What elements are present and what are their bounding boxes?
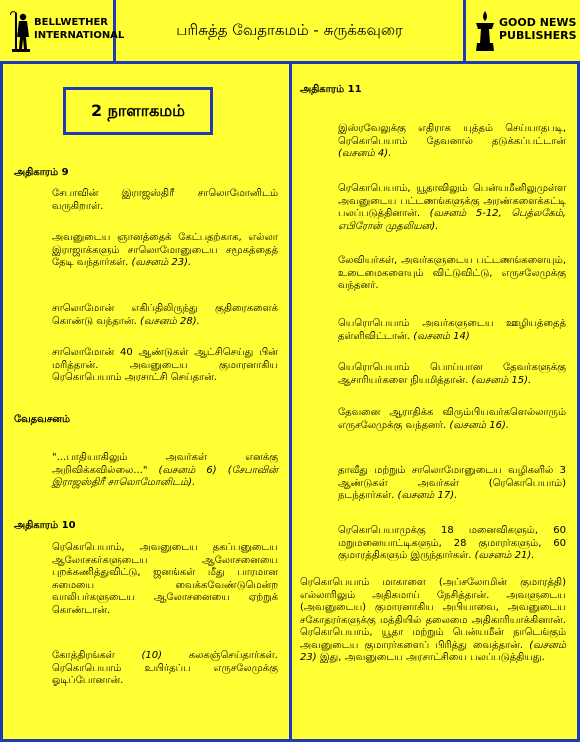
- ch11-para-8-ref: (வசனம் 21).: [474, 550, 535, 561]
- ch10-para-2-text-a: கோத்திரங்கள்: [52, 650, 115, 661]
- ch9-para-3-ref: (வசனம் 28).: [140, 315, 200, 327]
- ch9-para-2-text: அவனுடைய ஞானத்தைக் கேட்பதற்காக, எல்லா இராஜாக்களும் சாலொமோனுடைய சமூகத்தைத் தேடி வந்தார்கள்.: [52, 232, 278, 268]
- verse-quote: "...பாதியாகிலும் அவர்கள் எனக்கு அறிவிக்கவில்லை...": [52, 452, 278, 476]
- chapter-10-heading: அதிகாரம் 10: [14, 520, 76, 531]
- ch9-para-3: [52, 303, 278, 328]
- ch11-para-5-text: யெரொபெயாம் பொய்யான தேவர்களுக்கு ஆசாரியர்களை நியமித்தான்.: [338, 362, 566, 386]
- ch11-para-1: [338, 123, 566, 161]
- left-logo-line1: BELLWETHER: [34, 17, 109, 28]
- ch10-para-1: [52, 542, 278, 617]
- ch10-para-2: [52, 650, 278, 688]
- left-logo-line2: INTERNATIONAL: [34, 30, 125, 41]
- ch11-para-6-text: தேவனை ஆராதிக்க விரும்பியவர்களெல்லாரும் எருசலேமுக்கு வந்தனர்.: [338, 407, 566, 431]
- ch11-para-1-text: இஸ்ரவேலுக்கு எதிராக யுத்தம் செய்யாதபடி, ரெகொபெயாம் தேவனால் தடுக்கப்பட்டான்: [338, 123, 566, 147]
- chapter-box: 2 நாளாகமம்: [63, 87, 213, 135]
- verse-ref: (வசனம் 6) (சேபாவின் இராஜஸ்திரீ சாலொமோனிடம்).: [52, 464, 278, 488]
- column-divider: [289, 61, 292, 742]
- ch10-para-2-text-b: கலகஞ்செய்தார்கள். ரெகொபெயாம் உயிர்தப்ப எருசலேமுக்கு ஓடிப்போனான்.: [52, 650, 278, 686]
- ch9-para-4-text: சாலொமோன் 40 ஆண்டுகள் ஆட்சிசெய்து பின் மரித்தான். அவனுடைய குமாரனாகிய ரெகொபெயாம் அரசாட்சி செய்தான்.: [52, 347, 278, 383]
- good-news-logo: [463, 0, 580, 61]
- ch11-para-4-text: யெரொபெயாம் அவர்களுடைய ஊழியத்தைத் தள்ளிவிட்டான்.: [338, 318, 566, 342]
- ch11-para-1-ref: (வசனம் 4).: [338, 148, 392, 159]
- ch9-para-1-text: சேபாவின் இராஜஸ்திரீ சாலொமோனிடம் வருகிறாள்.: [52, 188, 278, 212]
- ch11-para-5: [338, 362, 566, 387]
- ch11-para-8: [338, 525, 566, 563]
- lamp-icon: [472, 9, 498, 53]
- verse-heading: வேதவசனம்: [14, 414, 71, 425]
- ch9-para-1: [52, 188, 278, 213]
- ch11-para-9-text: ரெகொபெயாம் மாகாளை (அப்சலோமின் குமாரத்தி) எல்லாரிலும் அதிகமாய் நேசித்தான். அவளுடைய (அவனுடைய) குமாரனாகிய அபியாவை, அவனுடைய சகோதரர்களுக்கு மத்தியில் தலைமை அதிகாரியாக்கினான். ரெகொபெயாம், யூதா மற்றும் பென்யமீன் நாடெங்கும் அவனுடைய குமாரர்களைப் பிரித்து வைத்தான்.: [300, 577, 566, 651]
- verse-text: [52, 452, 278, 490]
- ch11-para-3: [338, 255, 566, 293]
- ch9-para-3-text: சாலொமோன் எகிப்திலிருந்து குதிரைகளைக் கொண்டு வந்தான்.: [52, 303, 278, 327]
- shepherd-icon: [8, 9, 32, 53]
- ch11-para-6: [338, 407, 566, 432]
- ch10-para-1-text: ரெகொபெயாம், அவனுடைய தகப்பனுடைய ஆலோசகர்களுடைய ஆலோசனையை புறக்கணித்துவிட்டு, ஜனங்கள் மீது பாரமான சுமையை வைக்கவேண்டுமென்ற வாலிபர்களுடைய ஆலோசனையை ஏற்றுக் கொண்டான்.: [52, 542, 278, 616]
- ch9-para-2-ref: (வசனம் 23).: [131, 257, 192, 268]
- right-logo-line1: GOOD NEWS: [499, 16, 577, 29]
- ch11-para-7-text: தாவீது மற்றும் சாலொமோனுடைய வழிகளில் 3 ஆண்டுகள் அவர்கள் (ரெகொபெயாம்) நடந்தார்கள்.: [338, 465, 566, 501]
- bellwether-logo: [0, 0, 125, 61]
- ch11-para-9: [300, 577, 566, 665]
- ch11-para-8-text: ரெகொபெயாமுக்கு 18 மனைவிகளும், 60 மறுமனையாட்டிகளும், 28 குமாரர்களும், 60 குமாரத்திகளும் இருந்தார்கள்.: [338, 525, 566, 561]
- ch11-para-4: [338, 318, 566, 343]
- page-title: பரிசுத்த வேதாகமம் - சுருக்கவுரை: [176, 20, 403, 39]
- ch11-para-7-ref: (வசனம் 17).: [397, 490, 458, 501]
- ch11-para-5-ref: (வசனம் 15).: [471, 374, 532, 386]
- ch11-para-6-ref: (வசனம் 16).: [449, 419, 510, 431]
- ch11-para-2-text: ரெகொபெயாம், யூதாவிலும் பென்யமீனிலுமுள்ள அவனுடைய பட்டணங்களுக்கு அரண்களைக்கட்டி பலப்படுத்தினான்.: [338, 183, 566, 219]
- ch11-para-7: [338, 465, 566, 503]
- chapter-11-heading: அதிகாரம் 11: [300, 84, 362, 95]
- ch11-para-4-ref: (வசனம் 14): [413, 330, 470, 342]
- ch11-para-2: [338, 183, 566, 233]
- ch10-para-2-ref: (10): [141, 650, 162, 661]
- ch11-para-9-text-b: இது, அவனுடைய அரசாட்சியை பலப்படுத்தியது.: [319, 652, 545, 663]
- header: [0, 0, 580, 64]
- ch11-para-2-ref: (வசனம் 5-12, பெத்லகேம், எபிரோன் முதலியன).: [338, 208, 566, 232]
- ch11-para-3-text: லேவியர்கள், அவர்களுடைய பட்டணங்களையும், உடைமைகளையும் விட்டுவிட்டு, எருசலேமுக்கு வந்தனர்.: [338, 255, 566, 291]
- right-logo-line2: PUBLISHERS: [499, 29, 577, 42]
- ch9-para-2: [52, 232, 278, 270]
- ch11-para-9-ref: (வசனம் 23): [300, 639, 566, 663]
- ch9-para-4: [52, 347, 278, 385]
- chapter-9-heading: அதிகாரம் 9: [14, 167, 69, 178]
